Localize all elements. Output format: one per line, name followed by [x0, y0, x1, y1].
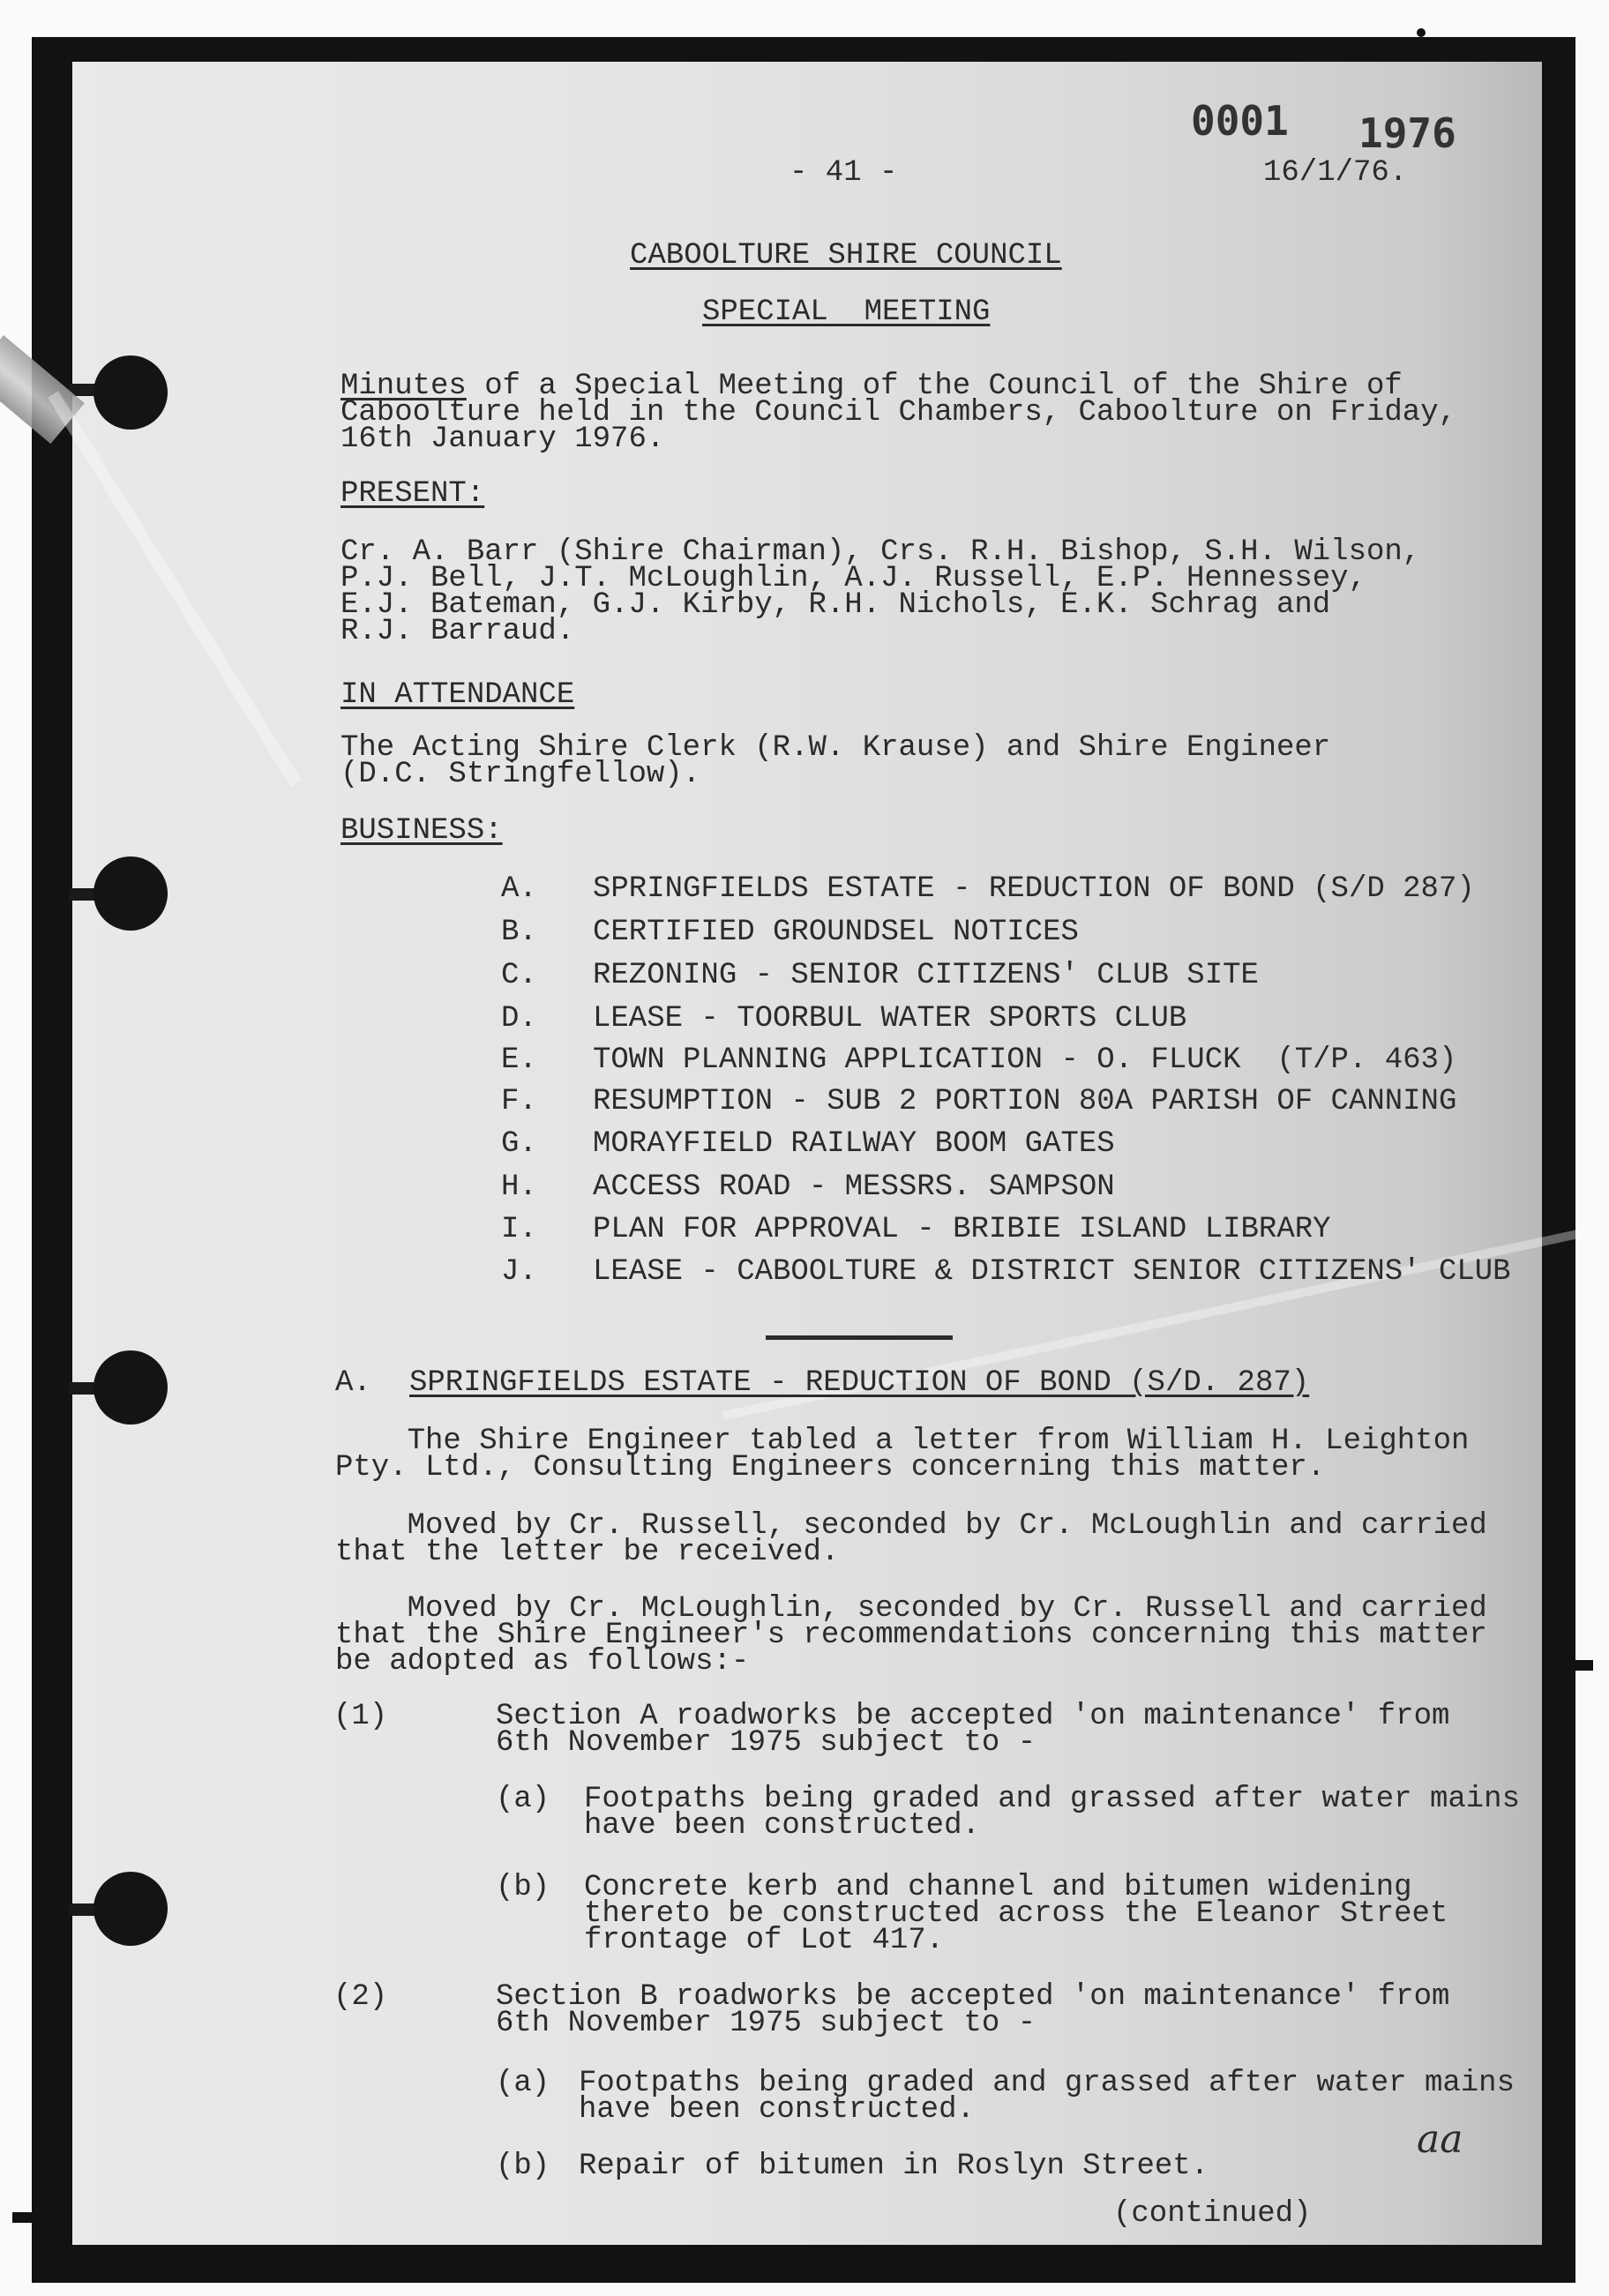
clause-line: 6th November 1975 subject to - — [496, 2007, 1036, 2040]
attendance-heading: IN ATTENDANCE — [341, 678, 575, 712]
business-item: PLAN FOR APPROVAL - BRIBIE ISLAND LIBRARY — [593, 1213, 1331, 1246]
subclause-label: (b) — [496, 1871, 550, 1904]
council-title: CABOOLTURE SHIRE COUNCIL — [630, 239, 1062, 273]
business-item-letter: B. — [501, 916, 537, 949]
business-item: RESUMPTION - SUB 2 PORTION 80A PARISH OF CANNING — [593, 1085, 1457, 1118]
business-item-letter: C. — [501, 959, 537, 992]
continued-label: (continued) — [1113, 2197, 1312, 2231]
business-item-letter: J. — [501, 1255, 537, 1289]
business-item: LEASE - TOORBUL WATER SPORTS CLUB — [593, 1002, 1187, 1036]
section-letter: A. — [335, 1366, 371, 1400]
subclause-line: Footpaths being graded and grassed after water mains — [579, 2067, 1515, 2100]
intro-text: of a Special Meeting of the Council of the Shire of — [466, 370, 1403, 403]
business-item-letter: G. — [501, 1127, 537, 1161]
business-item-letter: I. — [501, 1213, 537, 1246]
subclause-label: (b) — [496, 2150, 550, 2183]
stamp-year: 1976 — [1358, 109, 1456, 157]
paragraph-line: that the Shire Engineer's recommendations concerning this matter — [335, 1619, 1487, 1652]
business-item: REZONING - SENIOR CITIZENS' CLUB SITE — [593, 959, 1259, 992]
subclause-line: Repair of bitumen in Roslyn Street. — [579, 2150, 1209, 2183]
intro-line-3: 16th January 1976. — [341, 423, 665, 456]
subclause-line: Concrete kerb and channel and bitumen widening — [584, 1871, 1412, 1904]
business-item: CERTIFIED GROUNDSEL NOTICES — [593, 916, 1079, 949]
binder-hole-icon — [94, 856, 168, 931]
section-divider — [766, 1335, 953, 1340]
present-line: R.J. Barraud. — [341, 615, 575, 648]
clause-line: Section A roadworks be accepted 'on maintenance' from — [496, 1700, 1450, 1733]
business-item: LEASE - CABOOLTURE & DISTRICT SENIOR CITIZENS' CLUB — [593, 1255, 1511, 1289]
clause-number: (1) — [333, 1700, 388, 1733]
subclause-line: thereto be constructed across the Eleanor Street — [584, 1897, 1448, 1931]
section-heading: SPRINGFIELDS ESTATE - REDUCTION OF BOND (S/D. 287) — [409, 1366, 1310, 1400]
binder-hole-icon — [94, 355, 168, 430]
business-item: TOWN PLANNING APPLICATION - O. FLUCK (T/P. 463) — [593, 1043, 1457, 1077]
clause-line: 6th November 1975 subject to - — [496, 1726, 1036, 1760]
business-heading: BUSINESS: — [341, 814, 503, 848]
business-item-letter: F. — [501, 1085, 537, 1118]
paragraph-line: Moved by Cr. McLoughlin, seconded by Cr. Russell and carried — [335, 1592, 1487, 1626]
paragraph-line: be adopted as follows:- — [335, 1645, 750, 1679]
subclause-line: have been constructed. — [584, 1809, 980, 1843]
attendance-line: The Acting Shire Clerk (R.W. Krause) and Shire Engineer — [341, 731, 1331, 765]
binder-hole-icon — [94, 1872, 168, 1946]
subclause-label: (a) — [496, 2067, 550, 2100]
present-line: Cr. A. Barr (Shire Chairman), Crs. R.H. Bishop, S.H. Wilson, — [341, 535, 1421, 569]
paragraph-line: that the letter be received. — [335, 1536, 840, 1569]
business-item: ACCESS ROAD - MESSRS. SAMPSON — [593, 1170, 1115, 1204]
meeting-date: 16/1/76. — [1263, 156, 1408, 190]
subclause-line: have been constructed. — [579, 2093, 975, 2127]
edge-mark — [1575, 1660, 1593, 1671]
stamp-number: 0001 — [1191, 97, 1289, 145]
binder-hole-icon — [94, 1350, 168, 1425]
edge-mark — [12, 2212, 32, 2223]
business-item-letter: A. — [501, 872, 537, 906]
subclause-line: Footpaths being graded and grassed after water mains — [584, 1783, 1520, 1816]
minutes-label: Minutes — [341, 370, 467, 403]
handwritten-initials: aa — [1417, 2117, 1463, 2162]
business-item-letter: H. — [501, 1170, 537, 1204]
present-line: E.J. Bateman, G.J. Kirby, R.H. Nichols, E.K. Schrag and — [341, 588, 1331, 622]
business-item-letter: E. — [501, 1043, 537, 1077]
clause-number: (2) — [333, 1980, 388, 2014]
business-item-letter: D. — [501, 1002, 537, 1036]
present-heading: PRESENT: — [341, 477, 485, 511]
intro-line-2: Caboolture held in the Council Chambers, Caboolture on Friday, — [341, 396, 1457, 430]
paragraph-line: Moved by Cr. Russell, seconded by Cr. McLoughlin and carried — [335, 1509, 1487, 1543]
edge-mark — [1417, 28, 1426, 37]
present-line: P.J. Bell, J.T. McLoughlin, A.J. Russell, E.P. Hennessey, — [341, 562, 1366, 595]
paragraph-line: The Shire Engineer tabled a letter from William H. Leighton — [335, 1425, 1470, 1458]
subclause-label: (a) — [496, 1783, 550, 1816]
page-number: - 41 - — [790, 156, 898, 190]
subclause-line: frontage of Lot 417. — [584, 1924, 945, 1957]
meeting-title: SPECIAL MEETING — [702, 295, 991, 329]
attendance-line: (D.C. Stringfellow). — [341, 758, 701, 791]
clause-line: Section B roadworks be accepted 'on maintenance' from — [496, 1980, 1450, 2014]
paragraph-line: Pty. Ltd., Consulting Engineers concerning this matter. — [335, 1451, 1326, 1485]
business-item: MORAYFIELD RAILWAY BOOM GATES — [593, 1127, 1115, 1161]
business-item: SPRINGFIELDS ESTATE - REDUCTION OF BOND (S/D 287) — [593, 872, 1475, 906]
